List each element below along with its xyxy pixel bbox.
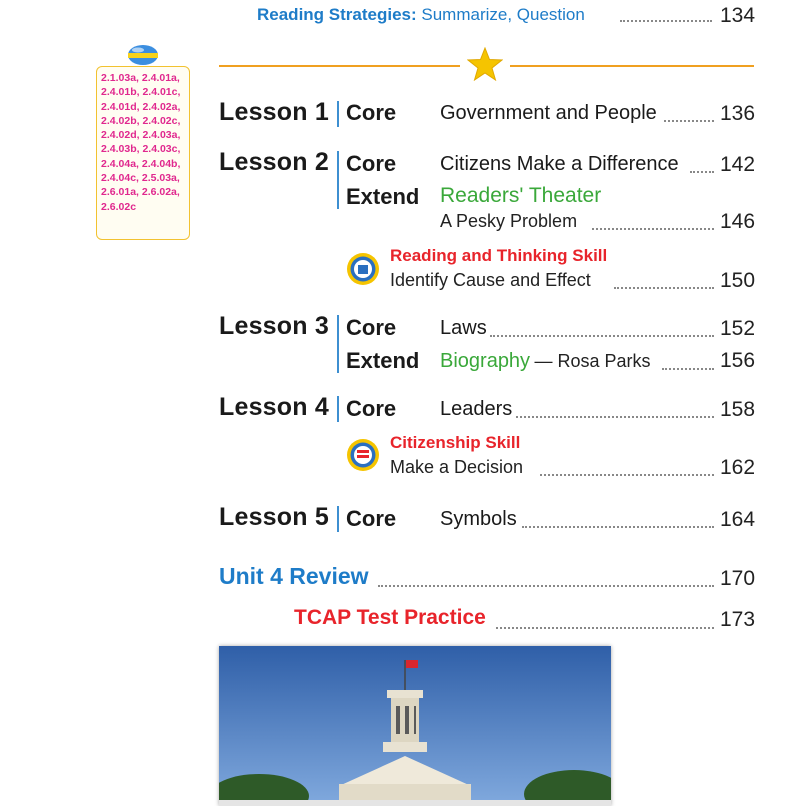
lesson-divider <box>337 506 339 532</box>
reading-strategies-text: Summarize, Question <box>421 5 585 24</box>
skill-2-title: Citizenship Skill <box>390 433 521 452</box>
lesson-4-core: Core <box>346 396 397 421</box>
lesson-3-extend-page: 156 <box>720 349 756 372</box>
unit-review-label: Unit 4 Review <box>219 563 369 589</box>
globe-icon <box>126 44 160 66</box>
leader-dots <box>522 526 714 528</box>
lesson-3-label: Lesson 3 <box>219 312 329 340</box>
leader-dots <box>516 416 714 418</box>
lesson-2-label: Lesson 2 <box>219 148 329 176</box>
lesson-divider <box>337 315 339 373</box>
lesson-divider <box>337 151 339 209</box>
leader-dots <box>378 585 714 587</box>
lesson-1-label: Lesson 1 <box>219 98 329 126</box>
citizenship-skill-icon <box>346 438 380 472</box>
lesson-5-page: 164 <box>720 508 756 531</box>
divider-left <box>219 65 460 67</box>
leader-dots <box>662 368 714 370</box>
leader-dots <box>614 287 714 289</box>
lesson-3-page: 152 <box>720 317 756 340</box>
lesson-1-core: Core <box>346 100 397 125</box>
lesson-2-page: 142 <box>720 153 756 176</box>
lesson-2-extend-sub: A Pesky Problem <box>440 211 578 231</box>
skill-1-page: 150 <box>720 269 756 292</box>
skill-1-sub: Identify Cause and Effect <box>390 270 591 290</box>
leader-dots <box>592 228 714 230</box>
lesson-5-core: Core <box>346 506 397 531</box>
reading-strategies-line <box>257 5 585 25</box>
tcap-page: 173 <box>720 608 756 631</box>
reading-skill-icon <box>346 252 380 286</box>
standards-box <box>96 66 190 240</box>
lesson-5-label: Lesson 5 <box>219 503 329 531</box>
lesson-3-extend: Extend <box>346 348 420 373</box>
lesson-divider <box>337 101 339 127</box>
lesson-2-extend: Extend <box>346 184 420 209</box>
leader-dots <box>664 120 714 122</box>
lesson-3-extend-title: Biography <box>440 350 531 372</box>
lesson-5-title: Symbols <box>440 508 517 530</box>
tcap-label: TCAP Test Practice <box>294 606 486 629</box>
divider-right <box>510 65 754 67</box>
skill-2-sub: Make a Decision <box>390 457 524 477</box>
leader-dots <box>620 20 712 22</box>
skill-1-title: Reading and Thinking Skill <box>390 246 608 265</box>
lesson-2-title: Citizens Make a Difference <box>440 153 679 175</box>
lesson-3-title: Laws <box>440 317 487 339</box>
lesson-3-extend-sub: — Rosa Parks <box>534 351 651 371</box>
lesson-4-label: Lesson 4 <box>219 393 329 421</box>
unit-review-page: 170 <box>720 567 756 590</box>
leader-dots <box>690 171 714 173</box>
lesson-3-core: Core <box>346 315 397 340</box>
star-icon <box>467 47 503 81</box>
leader-dots <box>490 335 714 337</box>
reading-strategies-label: Reading Strategies: <box>257 5 417 24</box>
lesson-2-extend-page: 146 <box>720 210 756 233</box>
leader-dots <box>496 627 714 629</box>
lesson-1-page: 136 <box>720 102 756 125</box>
standards-list: 2.1.03a, 2.4.01a, 2.4.01b, 2.4.01c, 2.4.01d, 2.4.02a, 2.4.02b, 2.4.02c, 2.4.02d, 2.4.03a, 2.4.03b, 2.4.03c, 2.4.04a, 2.4.04b, 2.4.04c, 2.5.03a, 2.6.01a, 2.6.02a, 2.6.02c <box>101 72 181 213</box>
skill-2-page: 162 <box>720 456 756 479</box>
page-number: 134 <box>720 4 756 27</box>
lesson-2-core: Core <box>346 151 397 176</box>
lesson-4-page: 158 <box>720 398 756 421</box>
lesson-divider <box>337 396 339 422</box>
lesson-1-title: Government and People <box>440 102 657 124</box>
leader-dots <box>540 474 714 476</box>
lesson-3-extend-line <box>440 350 651 373</box>
lesson-4-title: Leaders <box>440 398 513 420</box>
capitol-photo <box>219 646 611 806</box>
lesson-2-extend-title: Readers' Theater <box>440 184 602 207</box>
